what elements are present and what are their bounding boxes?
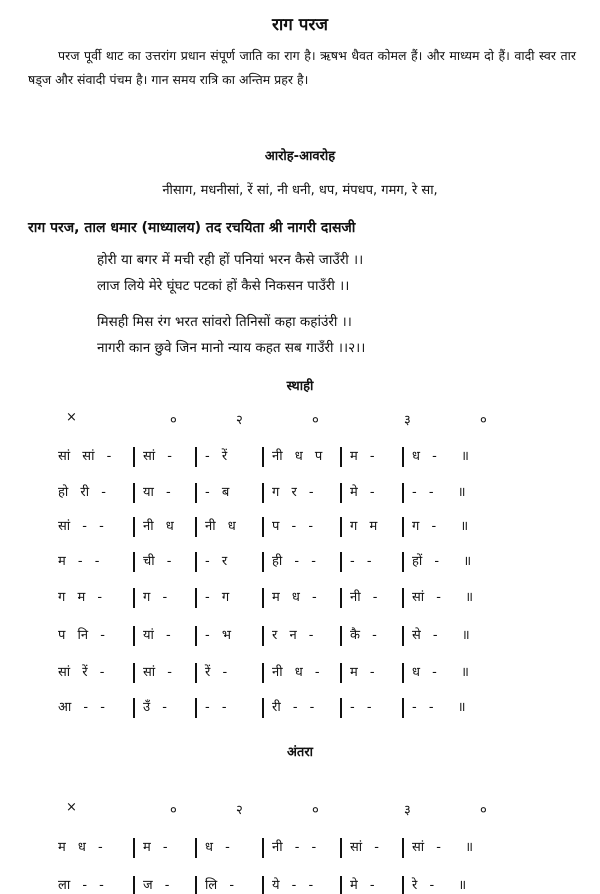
vibhag-cell: नी ध [195, 517, 262, 537]
notation-row [58, 876, 530, 894]
vibhag-cell: ध - ॥ [402, 663, 530, 683]
vibhag-cell: ध - ॥ [402, 447, 530, 467]
vibhag-cell: ग - [133, 588, 195, 608]
vibhag-cell: री - - [262, 698, 340, 718]
vibhag-cell: सां - [133, 447, 195, 467]
antara-heading: अंतरा [286, 745, 314, 760]
vibhag-cell: ला - - [58, 878, 104, 893]
tal-markers [0, 800, 600, 820]
vibhag-cell: मे - [340, 876, 402, 894]
vibhag-cell: मे - [340, 483, 402, 503]
tal-marker: ० [480, 803, 487, 818]
notation-row [58, 447, 530, 469]
notation-row [58, 552, 530, 574]
tal-marker: २ [236, 413, 243, 428]
vibhag-cell: सां - [340, 838, 402, 858]
vibhag-cell: र न - [262, 626, 340, 646]
vibhag-cell: रे - ॥ [402, 876, 530, 894]
vibhag-cell: म - [340, 663, 402, 683]
tal-marker: × [66, 410, 77, 425]
notation-row [58, 626, 530, 648]
vibhag-cell: ध - [195, 838, 262, 858]
aroh-avaroh-notes: नीसाग, मधनीसां, रें सां, नी धनी, धप, मंपधप, गमग, रे सा, [162, 183, 438, 198]
tal-marker: २ [236, 803, 243, 818]
tal-marker: ३ [404, 803, 411, 818]
vibhag-cell: ग म - [58, 590, 103, 605]
vibhag-cell: हों - ॥ [402, 552, 530, 572]
lyric-line: लाज लिये मेरे घूंघट पटकां हों कैसे निकसन पाउँरी ।। [97, 278, 350, 294]
tal-marker: ३ [404, 413, 411, 428]
vibhag-cell: - - [340, 698, 402, 718]
tal-marker: ० [480, 413, 487, 428]
page-title: राग परज [271, 15, 329, 35]
tal-marker: ० [170, 803, 177, 818]
vibhag-cell: म - [340, 447, 402, 467]
vibhag-cell: रें - [195, 663, 262, 683]
vibhag-cell: या - [133, 483, 195, 503]
tal-markers [0, 410, 600, 430]
vibhag-cell: ग र - [262, 483, 340, 503]
vibhag-cell: - - [340, 552, 402, 572]
vibhag-cell: ग म [340, 517, 402, 537]
vibhag-cell: ही - - [262, 552, 340, 572]
notation-row [58, 483, 530, 505]
vibhag-cell: नी ध - [262, 663, 340, 683]
vibhag-cell: म ध - [262, 588, 340, 608]
vibhag-cell: नी - - [262, 838, 340, 858]
vibhag-cell: - र [195, 552, 262, 572]
vibhag-cell: नी ध [133, 517, 195, 537]
vibhag-cell: सां - ॥ [402, 588, 530, 608]
vibhag-cell: - - ॥ [402, 698, 530, 718]
vibhag-cell: ये - - [262, 876, 340, 894]
vibhag-cell: उँ - [133, 698, 195, 718]
vibhag-cell: से - ॥ [402, 626, 530, 646]
vibhag-cell: म - [133, 838, 195, 858]
vibhag-cell: म ध - [58, 840, 103, 855]
vibhag-cell: प नि - [58, 628, 105, 643]
vibhag-cell: म - - [58, 554, 100, 569]
vibhag-cell: ग - ॥ [402, 517, 530, 537]
notation-row [58, 698, 530, 720]
intro-paragraph: परज पूर्वी थाट का उत्तरांग प्रधान संपूर्ण जाति का राग है। ऋषभ धैवत कोमल हैं। और माध्यम दो हैं। वादी स्वर तार षड्ज और संवादी पंचम है। गान समय रात्रि का अन्तिम प्रहर है। [28, 48, 576, 87]
tal-marker: ० [312, 803, 319, 818]
vibhag-cell: - ग [195, 588, 262, 608]
notation-row [58, 588, 530, 610]
tal-marker: × [66, 800, 77, 815]
vibhag-cell: लि - [195, 876, 262, 894]
vibhag-cell: ची - [133, 552, 195, 572]
vibhag-cell: - रें [195, 447, 262, 467]
vibhag-cell: प - - [262, 517, 340, 537]
vibhag-cell: - - ॥ [402, 483, 530, 503]
vibhag-cell: सां सां - [58, 449, 112, 464]
vibhag-cell: सां रें - [58, 665, 105, 680]
notation-row [58, 838, 530, 860]
lyric-line: मिसही मिस रंग भरत सांवरो तिनिसों कहा कहांउंरी ।। [97, 314, 352, 330]
tal-marker: ० [312, 413, 319, 428]
vibhag-cell: आ - - [58, 700, 105, 715]
vibhag-cell: - भ [195, 626, 262, 646]
tal-marker: ० [170, 413, 177, 428]
lyric-line: नागरी कान छुवे जिन मानो न्याय कहत सब गाउँरी ।।२।। [97, 340, 366, 356]
vibhag-cell: नी - [340, 588, 402, 608]
vibhag-cell: - ब [195, 483, 262, 503]
notation-row [58, 517, 530, 539]
vibhag-cell: सां - [133, 663, 195, 683]
composition-heading: राग परज, ताल धमार (माध्यालय) तद रचयिता श्री नागरी दासजी [28, 220, 356, 236]
notation-row [58, 663, 530, 685]
aroh-heading: आरोह-आवरोह [264, 149, 336, 164]
vibhag-cell: नी ध प [262, 447, 340, 467]
vibhag-cell: हो री - [58, 485, 106, 500]
vibhag-cell: सां - - [58, 519, 104, 534]
vibhag-cell: ज - [133, 876, 195, 894]
vibhag-cell: कै - [340, 626, 402, 646]
vibhag-cell: - - [195, 698, 262, 718]
sthayi-heading: स्थाही [286, 379, 314, 394]
vibhag-cell: सां - ॥ [402, 838, 530, 858]
lyric-line: होरी या बगर में मची रही हों पनियां भरन कैसे जाउँरी ।। [97, 252, 364, 268]
vibhag-cell: यां - [133, 626, 195, 646]
